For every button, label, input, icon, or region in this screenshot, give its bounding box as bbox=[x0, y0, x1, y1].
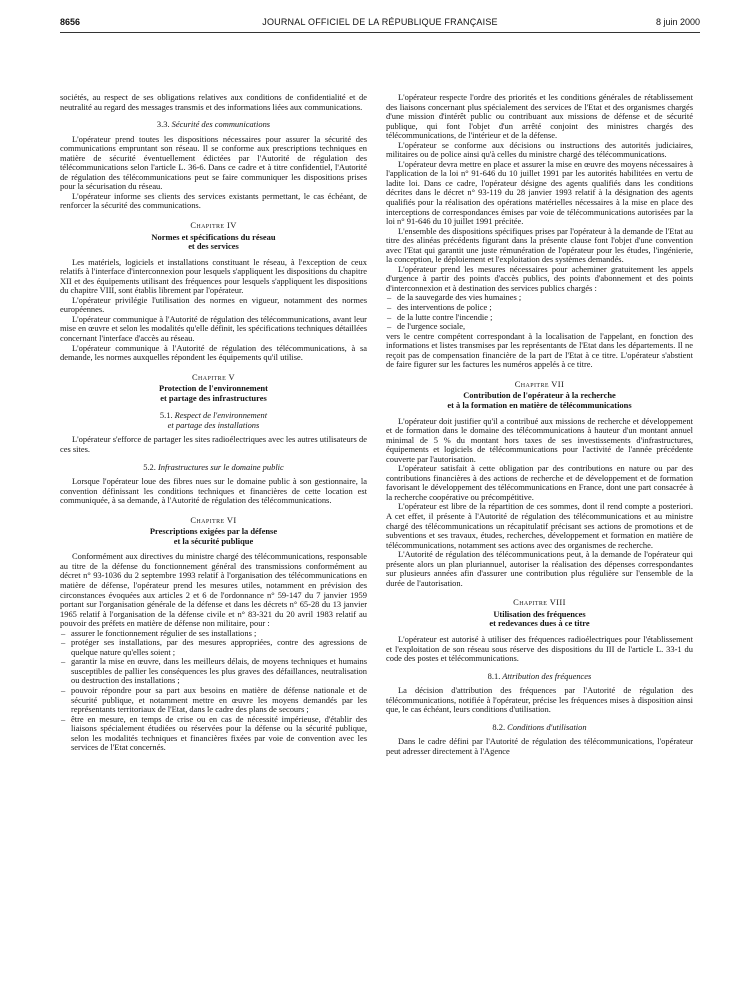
list-item: – garantir la mise en œuvre, dans les meilleurs délais, de moyens techniques et humains susceptibles de pallier les conséquences les plus graves des défaillances, neutralisation ou destruction des installations ; bbox=[60, 657, 367, 686]
chapter-title-line: et à la formation en matière de télécommunications bbox=[447, 399, 632, 410]
paragraph: L'opérateur prend toutes les dispositions nécessaires pour assurer la sécurité des communications empruntant son réseau. Il se conforme aux prescriptions techniques en matière de sécurité éventuellement édictées par l'Autorité de régulation des télécommunications selon l'article L. 36-6. Dans ce cadre et à titre confidentiel, l'Autorité de régulation des télécommunications peut se faire communiquer les dispositions prises pour la sécurisation du réseau. bbox=[60, 133, 367, 192]
paragraph: L'ensemble des dispositions spécifiques prises par l'opérateur à la demande de l'Etat au titre des alinéas précédents figurant dans la présente clause font l'objet d'une convention avec l'Etat qui garantit une juste rémunération de l'opérateur pour les études, l'ingénierie, la conception, le déploiement et l'exploitation des systèmes demandés. bbox=[386, 225, 693, 265]
chapter-title-line: Normes et spécifications du réseau bbox=[151, 231, 276, 242]
list-item: – de l'urgence sociale, bbox=[386, 322, 693, 332]
chapter-title-line: Prescriptions exigées par la défense bbox=[149, 526, 278, 537]
section-heading-5-2 bbox=[60, 463, 367, 473]
list-item: – assurer le fonctionnement régulier de ses installations ; bbox=[60, 629, 367, 639]
list-item: – de la sauvegarde des vies humaines ; bbox=[386, 293, 693, 303]
section-heading-8-1 bbox=[386, 672, 693, 682]
paragraph: L'opérateur satisfait à cette obligation par des contributions en nature ou par des contributions financières à des actions de recherche et de développement et de formation favorisant le développement des télécommunications en France, dont une part consacrée à la recherche coopérative ou précompétitive. bbox=[386, 463, 693, 502]
header-rule bbox=[60, 32, 700, 33]
list-item: – pouvoir répondre pour sa part aux besoins en matière de défense nationale et de sécurité publique, et notamment mettre en œuvre les moyens demandés par les représentants territoriaux de l'Etat, dans le cadre des plans de secours ; bbox=[60, 686, 367, 715]
list-item: – des interventions de police ; bbox=[386, 303, 693, 313]
section-heading-5-1 bbox=[60, 411, 367, 430]
list-item: – être en mesure, en temps de crise ou en cas de nécessité impérieuse, d'établir des liaisons spécialement étudiées ou réservées pour la défense ou la sécurité publique, selon les modalités techniques et financières fixées par voie de convention avec les services de l'Etat concernés. bbox=[60, 715, 367, 753]
left-column bbox=[60, 93, 367, 753]
paragraph: L'opérateur se conforme aux décisions ou instructions des autorités judiciaires, militaires ou de police ainsi qu'à celles du ministre chargé des télécommunications. bbox=[386, 139, 693, 160]
paragraph: La décision d'attribution des fréquences par l'Autorité de régulation des télécommunications, notifiée à l'opérateur, précise les fréquences mises à disposition ainsi que, le cas échéant, leurs conditions d'utilisation. bbox=[386, 685, 693, 715]
paragraph: L'opérateur s'efforce de partager les sites radioélectriques avec les autres utilisateurs de ces sites. bbox=[60, 434, 367, 454]
chapter-title bbox=[60, 233, 367, 252]
paragraph: Dans le cadre défini par l'Autorité de régulation des télécommunications, l'opérateur peut adresser directement à l'Agence bbox=[386, 736, 693, 756]
journal-title: JOURNAL OFFICIEL DE LA RÉPUBLIQUE FRANÇAISE bbox=[262, 17, 498, 27]
chapter-title bbox=[60, 527, 367, 546]
paragraph: L'opérateur est libre de la répartition de ces sommes, dont il rend compte a posteriori. A cet effet, il présente à l'Autorité de régulation des télécommunications et au ministre chargé des télécommunications un récapitulatif précisant ses actions de promotions et de subventions et ses travaux, études, recherches, développement et formation en matière de télécommunications, notamment ses actions avec des organismes de recherche. bbox=[386, 501, 693, 550]
chapter-title-line: et partage des infrastructures bbox=[160, 392, 267, 403]
chapter-label: Chapitre IV bbox=[190, 220, 237, 231]
section-number: 5.2. bbox=[143, 461, 156, 472]
paragraph: sociétés, au respect de ses obligations relatives aux conditions de confidentialité et de neutralité au regard des messages transmis et des informations liées aux communications. bbox=[60, 92, 367, 112]
chapter-title-line: et redevances dues à ce titre bbox=[489, 618, 590, 629]
section-title-line: et partage des installations bbox=[167, 419, 260, 430]
section-heading-3-3 bbox=[60, 120, 367, 130]
section-title: Sécurité des communications bbox=[171, 119, 271, 130]
section-title: Attribution des fréquences bbox=[502, 670, 592, 681]
right-column bbox=[386, 93, 693, 756]
chapter-label: Chapitre V bbox=[191, 371, 235, 382]
chapter-label: Chapitre VI bbox=[190, 514, 237, 525]
paragraph: L'opérateur respecte l'ordre des priorités et les conditions générales de rétablissement des liaisons concernant plus spécialement des services de l'Etat et des organismes chargés d'une mission d'intérêt public ou contribuant aux missions de défense et de sécurité publique, qui font l'objet d'un arrêté conjoint des ministres chargés des télécommunications, de l'intérieur et de la défense. bbox=[386, 92, 693, 141]
paragraph: L'opérateur est autorisé à utiliser des fréquences radioélectriques pour l'établissement et l'exploitation de son réseau sous réserve des dispositions du III de l'article L. 33-1 du code des postes et télécommunications. bbox=[386, 633, 693, 664]
section-heading-8-2 bbox=[386, 723, 693, 733]
paragraph: L'Autorité de régulation des télécommunications peut, à la demande de l'opérateur qui présente alors un plan pluriannuel, autoriser la réalisation des dépenses correspondantes sur plusieurs années afin d'assurer une contribution plus régulière sur l'ensemble de la durée de l'autorisation. bbox=[386, 549, 693, 588]
paragraph: L'opérateur communique à l'Autorité de régulation des télécommunications, à sa demande, les normes auxquelles répondent les équipements qu'il utilise. bbox=[60, 342, 367, 363]
section-title: Respect de l'environnement bbox=[174, 410, 268, 421]
paragraph: L'opérateur informe ses clients des services existants permettant, le cas échéant, de renforcer la sécurité des communications. bbox=[60, 190, 367, 211]
section-title: Infrastructures sur le domaine public bbox=[157, 461, 284, 472]
chapter-title bbox=[386, 610, 693, 629]
chapter-title-line: Contribution de l'opérateur à la recherche bbox=[463, 390, 616, 401]
list-item: – de la lutte contre l'incendie ; bbox=[386, 313, 693, 323]
chapter-label: Chapitre VII bbox=[514, 378, 565, 389]
paragraph: vers le centre compétent correspondant à la localisation de l'appelant, en fonction des informations et listes transmises par les représentants de l'Etat dans les départements. Il ne reçoit pas de compensation financière de la part de l'Etat à ce titre. L'opérateur s'abstient de faire figurer sur les factures les numéros appelés à ce titre. bbox=[386, 330, 693, 370]
page-header bbox=[60, 17, 700, 31]
section-number: 5.1. bbox=[159, 410, 173, 421]
paragraph: L'opérateur prend les mesures nécessaires pour acheminer gratuitement les appels d'urgence à partir des points d'accès publics, des points d'abonnement et des points d'interconnexion et à destination des services publics chargés : bbox=[386, 263, 693, 293]
paragraph: Les matériels, logiciels et installations constituant le réseau, à l'exception de ceux relatifs à l'interface d'interconnexion pour lesquels s'appliquent les dispositions du chapitre XII et des équipements utilisant des fréquences pour lesquels s'appliquent les dispositions du chapitre VIII, sont établis librement par l'opérateur. bbox=[60, 256, 367, 296]
paragraph: Conformément aux directives du ministre chargé des télécommunications, responsable au titre de la défense du fonctionnement général des transmissions conformément au décret n° 93-1036 du 2 septembre 1993 relatif à l'organisation des télécommunications en matière de défense, l'opérateur prend les mesures utiles, notamment en prévision des circonstances évoquées aux articles 2 et 6 de l'ordonnance n° 59-147 du 7 janvier 1959 portant sur l'organisation générale de la défense et dans les décrets n° 65-28 du 13 janvier 1965 relatif à l'organisation de la défense civile et n° 83-321 du 20 avril 1983 relatif au pouvoir des préfets en matière de défense non militaire, pour : bbox=[60, 551, 367, 629]
chapter-title-line: Utilisation des fréquences bbox=[493, 608, 586, 619]
list-item: – protéger ses installations, par des mesures appropriées, contre des agressions de quelque nature qu'elles soient ; bbox=[60, 638, 367, 657]
chapter-title-line: et des services bbox=[188, 241, 239, 252]
publication-date: 8 juin 2000 bbox=[655, 17, 700, 27]
chapter-label: Chapitre VIII bbox=[513, 597, 566, 608]
chapter-title bbox=[386, 391, 693, 410]
paragraph: L'opérateur privilégie l'utilisation des normes en vigueur, notamment des normes européennes. bbox=[60, 294, 367, 315]
chapter-title-line: et la sécurité publique bbox=[173, 535, 254, 546]
section-number: 8.1. bbox=[487, 670, 501, 681]
chapter-title-line: Protection de l'environnement bbox=[159, 383, 268, 394]
section-number: 8.2. bbox=[492, 721, 506, 732]
chapter-title bbox=[60, 384, 367, 403]
section-title: Conditions d'utilisation bbox=[507, 721, 587, 732]
section-number: 3.3. bbox=[156, 119, 170, 130]
paragraph: L'opérateur devra mettre en place et assurer la mise en œuvre des moyens nécessaires à l'application de la loi n° 91-646 du 10 juillet 1991 par les autorités habilitées en vertu de ladite loi. Dans ce cadre, l'opérateur désigne des agents qualifiés dans les conditions décrites dans le décret n° 93-119 du 28 janvier 1993 relatif à la désignation des agents qualifiés pour la réalisation des opérations matérielles nécessaires à la mise en place des interceptions de correspondances émises par voie de télécommunications autorisées par la loi n° 91-646 du 10 juillet 1991 précitée. bbox=[386, 158, 693, 227]
paragraph: Lorsque l'opérateur loue des fibres nues sur le domaine public à son gestionnaire, la convention définissant les conditions techniques et financières de cette location est communiquée, à sa demande, à l'Autorité de régulation des télécommunications. bbox=[60, 476, 367, 506]
paragraph: L'opérateur doit justifier qu'il a contribué aux missions de recherche et développement et de formation dans le domaine des télécommunications à hauteur d'un montant annuel minimal de 5 % du montant hors taxes de ses investissements d'infrastructures, équipements et logiciels de télécommunications pour l'activité de l'année précédente couverte par l'autorisation. bbox=[386, 415, 693, 464]
paragraph: L'opérateur communique à l'Autorité de régulation des télécommunications, avant leur mise en œuvre et selon les modalités qu'elle définit, les spécifications techniques détaillées concernant l'interface d'accès au réseau. bbox=[60, 313, 367, 344]
page-number: 8656 bbox=[60, 17, 81, 27]
